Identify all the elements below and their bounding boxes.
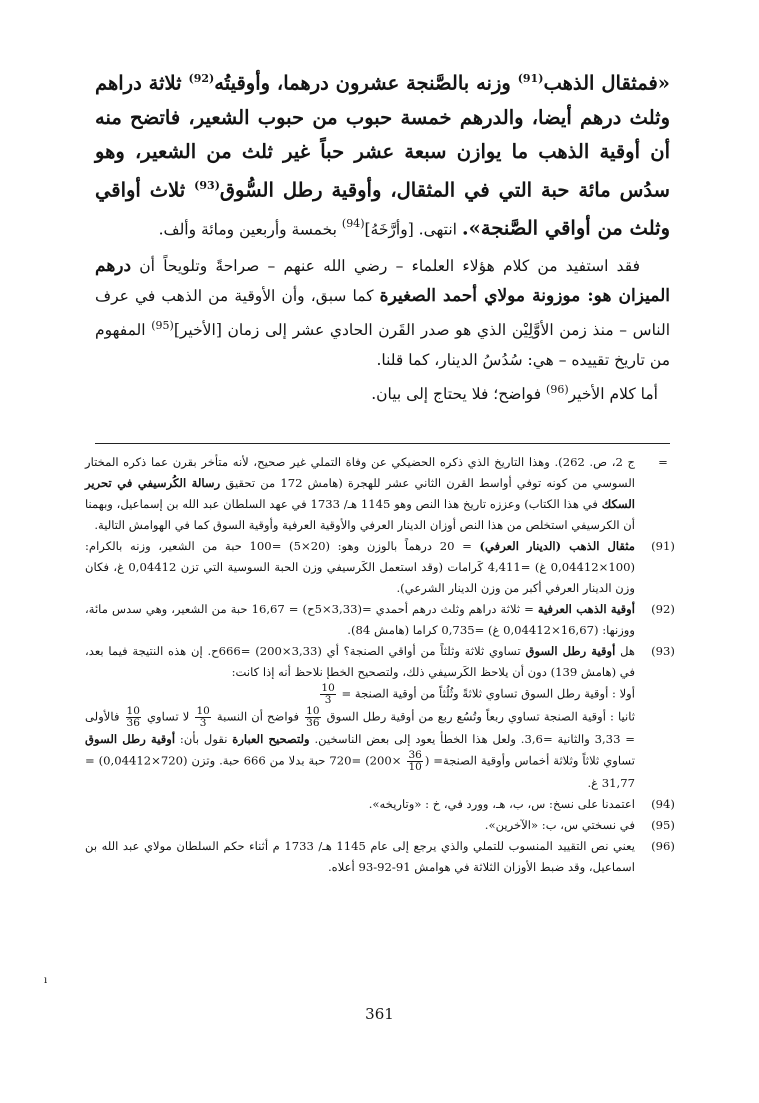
footnote-text: يعني نص التقييد المنسوب للتملي والذي يرجع إلى عام 1145 هـ/ 1733 م أثناء حكم السلطان مولاي عبد الله بن اسماعيل، وقد ضبط الأوزان الثلاثة في هوامش 91-92-93 أعلاه.: [85, 839, 635, 874]
footnote-text: هل: [615, 644, 635, 658]
fraction: [126, 706, 141, 729]
emphasis-text: درهم الميزان هو: موزونة مولاي أحمد الصغيرة: [95, 255, 670, 306]
footnote-continuation: [85, 452, 683, 536]
fraction-denominator: 3: [324, 694, 332, 706]
footnote-text: = ثلاثة دراهم وثلث درهم أحمدي =(3,33×5ح) = 16,67 حبة من الشعير، وهي سدس مائة، ووزنها: (16,67×0,04412 غ) =0,735 كراما (هامش 84).: [85, 602, 635, 637]
paragraph-text: فقد استفيد من كلام هؤلاء العلماء – رضي الله عنهم – صراحةً وتلويحاً أن: [131, 256, 640, 275]
footnote-number: (92): [651, 602, 675, 616]
equation-line: [85, 706, 635, 794]
footnote-number: (91): [651, 539, 675, 553]
equation-line: [85, 683, 635, 706]
footnote-text: فواضح أن النسبة: [212, 709, 304, 724]
fraction-denominator: 36: [306, 717, 320, 729]
footnote-number: (95): [651, 818, 675, 832]
footnote-emphasis: أوقية الذهب العرفية: [537, 602, 635, 616]
footnote-ref[interactable]: (96): [546, 382, 569, 396]
quote-text: وزنه بالصَّنجة عشرون درهما، وأوقيتُه: [214, 71, 518, 95]
fraction-denominator: 10: [408, 761, 422, 773]
footnote-emphasis: أوقية رطل السوق: [85, 732, 176, 746]
fraction-numerator: 10: [196, 705, 210, 717]
footnote-text: في نسختي س، ب: «الآخرين».: [484, 818, 635, 832]
fraction-denominator: 3: [199, 717, 207, 729]
footnote-93: [85, 641, 683, 794]
fraction: [407, 750, 422, 773]
fraction: [305, 706, 320, 729]
footnote-emphasis: ولتصحيح العبارة: [232, 732, 310, 746]
footnote-94: [85, 794, 683, 815]
footnote-number: =: [658, 455, 668, 469]
fraction-numerator: 10: [306, 705, 320, 717]
quote-text: «فمثقال الذهب: [543, 71, 670, 95]
footnotes: [85, 452, 683, 878]
footnote-separator: [95, 443, 670, 444]
footnote-ref[interactable]: (92): [188, 72, 215, 85]
footnote-91: [85, 536, 683, 599]
footnote-text: أولا : أوقية رطل السوق تساوي ثلاثةً وثُلُثاً من أوقية الصنجة =: [337, 686, 635, 701]
footnote-92: [85, 599, 683, 641]
footnote-text: نقول بأن:: [175, 732, 233, 746]
fraction-denominator: 36: [126, 717, 140, 729]
footnote-text: ثانيا : أوقية الصنجة تساوي ربعاً وتُسُع ربع من أوقية رطل السوق: [322, 709, 635, 724]
footnote-emphasis: رسالة الكُرسيفي في تحرير السكك: [85, 476, 635, 511]
fraction: [195, 706, 210, 729]
paragraph: [95, 375, 670, 409]
footnote-emphasis: مثقال الذهب (الدينار العرفي): [479, 539, 635, 553]
quote-tail: انتهى. [وأرَّخَهُ]: [364, 220, 462, 239]
quote-text: ثلاث أواقي وثلث من أواقي الصَّنجة».: [95, 178, 670, 240]
footnote-text: تساوي ثلاثاً وثلاثة أخماس وأوقية الصنجة= (: [424, 753, 635, 768]
footnote-ref[interactable]: (91): [517, 72, 544, 85]
footnote-text: لا تساوي: [142, 709, 194, 724]
paragraph-text: المفهوم من تاريخ تقييده – هي: سُدُسُ الدينار، كما قلنا.: [95, 320, 670, 369]
margin-mark: ı: [44, 975, 48, 986]
footnote-ref[interactable]: (95): [151, 318, 174, 332]
paragraph-text: أما كلام الأخير: [568, 384, 658, 403]
main-text: [95, 62, 670, 409]
quote-tail: بخمسة وأربعين ومائة وألف.: [158, 220, 342, 239]
fraction: [320, 683, 335, 706]
footnote-text: ×200) =720 حبة بدلا من 666 حبة. وتزن (720×0,04412) = 31,77 غ.: [85, 753, 635, 790]
paragraph-text: فواضح؛ فلا يحتاج إلى بيان.: [371, 384, 547, 403]
quote-text: ثلاثة دراهم وثلث درهم أيضا، والدرهم خمسة حبوب من حبوب الشعير، فاتضح منه أن أوقية الذهب ما يوازن سبعة عشر حباً غير ثلث من الشعير، وهو سدُس مائة حبة التي في المثقال، وأوقية رطل السُّوق: [95, 71, 670, 201]
fraction-numerator: 36: [408, 749, 422, 761]
paragraph: [95, 251, 670, 375]
footnote-text: اعتمدنا على نسخ: س، ب، هـ، وورد في، خ : «وتاريخه».: [368, 797, 635, 811]
page-number: 361: [365, 1005, 394, 1023]
footnote-ref[interactable]: (94): [341, 217, 365, 230]
footnote-emphasis: أوقية رطل السوق: [525, 644, 616, 658]
footnote-number: (94): [651, 797, 675, 811]
footnote-96: [85, 836, 683, 878]
footnote-text: فالأولى = 3,33 والثانية =3,6. ولعل هذا الخطأ يعود إلى بعض الناسخين.: [85, 709, 635, 746]
footnote-ref[interactable]: (93): [194, 178, 220, 192]
footnote-text: في هذا الكتاب) وعززه تاريخ هذا النص وهو 1145 هـ/ 1733 في عهد السلطان عبد الله بن إسماعيل، وبهمنا أن الكرسيفي استخلص من هذا النص أوزان الدينار العرفي والأوقية العرفية وأوقية السوق كما في الهوامش التالية.: [85, 497, 635, 532]
footnote-text: = 20 درهماً بالوزن وهو: (20×5) =100 حبة من الشعير، وزنه بالكرام: (100×0,04412 غ) =4,411 كَرامات (وقد استعمل الكَرسيفي وزن الحبة السوسية التي تزن 0,04412 غ، فكان وزن الدينار العرفي أكبر من وزن الدينار الشرعي).: [85, 539, 635, 595]
footnote-text: ج 2، ص. 262). وهذا التاريخ الذي ذكره الحضيكي عن وفاة التملي غير صحيح، لأنه متأخر بقرن عما ذكره المختار السوسي من كونه توفي أواسط القرن الثاني عشر للهجرة (هامش 172 من تحقيق: [85, 455, 635, 490]
footnote-number: (96): [651, 839, 675, 853]
footnote-95: [85, 815, 683, 836]
fraction-numerator: 10: [126, 705, 140, 717]
footnote-number: (93): [651, 644, 675, 658]
footnote-text: تساوي ثلاثة وثلثاً من أواقي الصنجة؟ أي (3,33×200) =666ح. إن هذه النتيجة فيما بعد، في (هامش 139) دون أن يلاحظ الكَرسيفي ذلك، ولتصحيح الخطإ نلاحظ أنه إذا كانت:: [85, 644, 635, 679]
fraction-numerator: 10: [321, 682, 335, 694]
quoted-passage: [95, 62, 670, 247]
paragraph-text: كما سبق، وأن الأوقية من الذهب في عرف الناس – منذ زمن الأوَّلِيْن الذي هو صدر القَرن الحادي عشر إلى زمان [الأخير]: [95, 286, 671, 339]
